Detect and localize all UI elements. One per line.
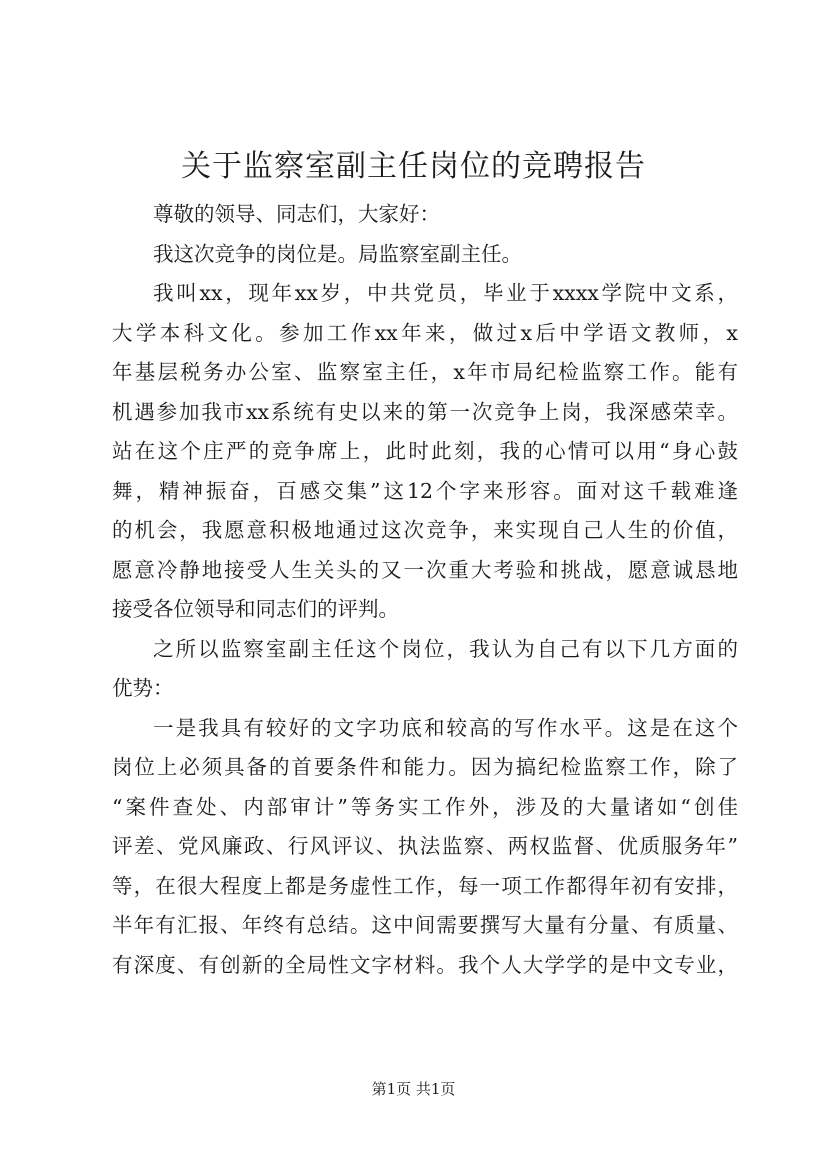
text-line: 年基层税务办公室、监察室主任，x年市局纪检监察工作。能有	[112, 360, 738, 384]
text-line: 愿意冷静地接受人生关头的又一次重大考验和挑战，愿意诚恳地	[112, 557, 738, 582]
text-line: 有深度、有创新的全局性文字材料。我个人大学学的是中文专业，	[112, 952, 738, 977]
text-line: 我叫xx，现年xx岁，中共党员，毕业于xxxx学院中文系，	[153, 281, 738, 305]
text-line: 接受各位领导和同志们的评判。	[112, 597, 399, 621]
text-line: 大学本科文化。参加工作xx年来，做过x后中学语文教师，x	[112, 320, 738, 345]
text-line: 评差、党风廉政、行风评议、执法监察、两权监督、优质服务年”	[112, 834, 738, 858]
text-line: 我这次竞争的岗位是。局监察室副主任。	[153, 241, 522, 266]
page-footer: 第1页 共1页	[371, 1080, 456, 1098]
text-line: 岗位上必须具备的首要条件和能力。因为搞纪检监察工作，除了	[112, 755, 738, 779]
text-line: 尊敬的领导、同志们，大家好：	[153, 202, 440, 226]
text-line: 舞，精神振奋，百感交集”这12个字来形容。面对这千载难逢	[112, 478, 738, 503]
text-line: 之所以监察室副主任这个岗位，我认为自己有以下几方面的	[153, 636, 738, 661]
text-line: 站在这个庄严的竞争席上，此时此刻，我的心情可以用“身心鼓	[112, 439, 738, 463]
text-line: 的机会，我愿意积极地通过这次竞争，来实现自己人生的价值，	[112, 518, 738, 542]
document-title: 关于监察室副主任岗位的竞聘报告	[181, 149, 646, 184]
text-line: 半年有汇报、年终有总结。这中间需要撰写大量有分量、有质量、	[112, 913, 738, 937]
text-line: 等，在很大程度上都是务虚性工作，每一项工作都得年初有安排，	[112, 873, 738, 898]
text-line: 机遇参加我市xx系统有史以来的第一次竞争上岗，我深感荣幸。	[112, 399, 738, 424]
text-line: 一是我具有较好的文字功底和较高的写作水平。这是在这个	[153, 715, 738, 740]
text-line: “案件查处、内部审计”等务实工作外，涉及的大量诸如“创佳	[112, 794, 738, 819]
document-body	[112, 195, 738, 985]
text-line: 优势：	[112, 676, 174, 700]
